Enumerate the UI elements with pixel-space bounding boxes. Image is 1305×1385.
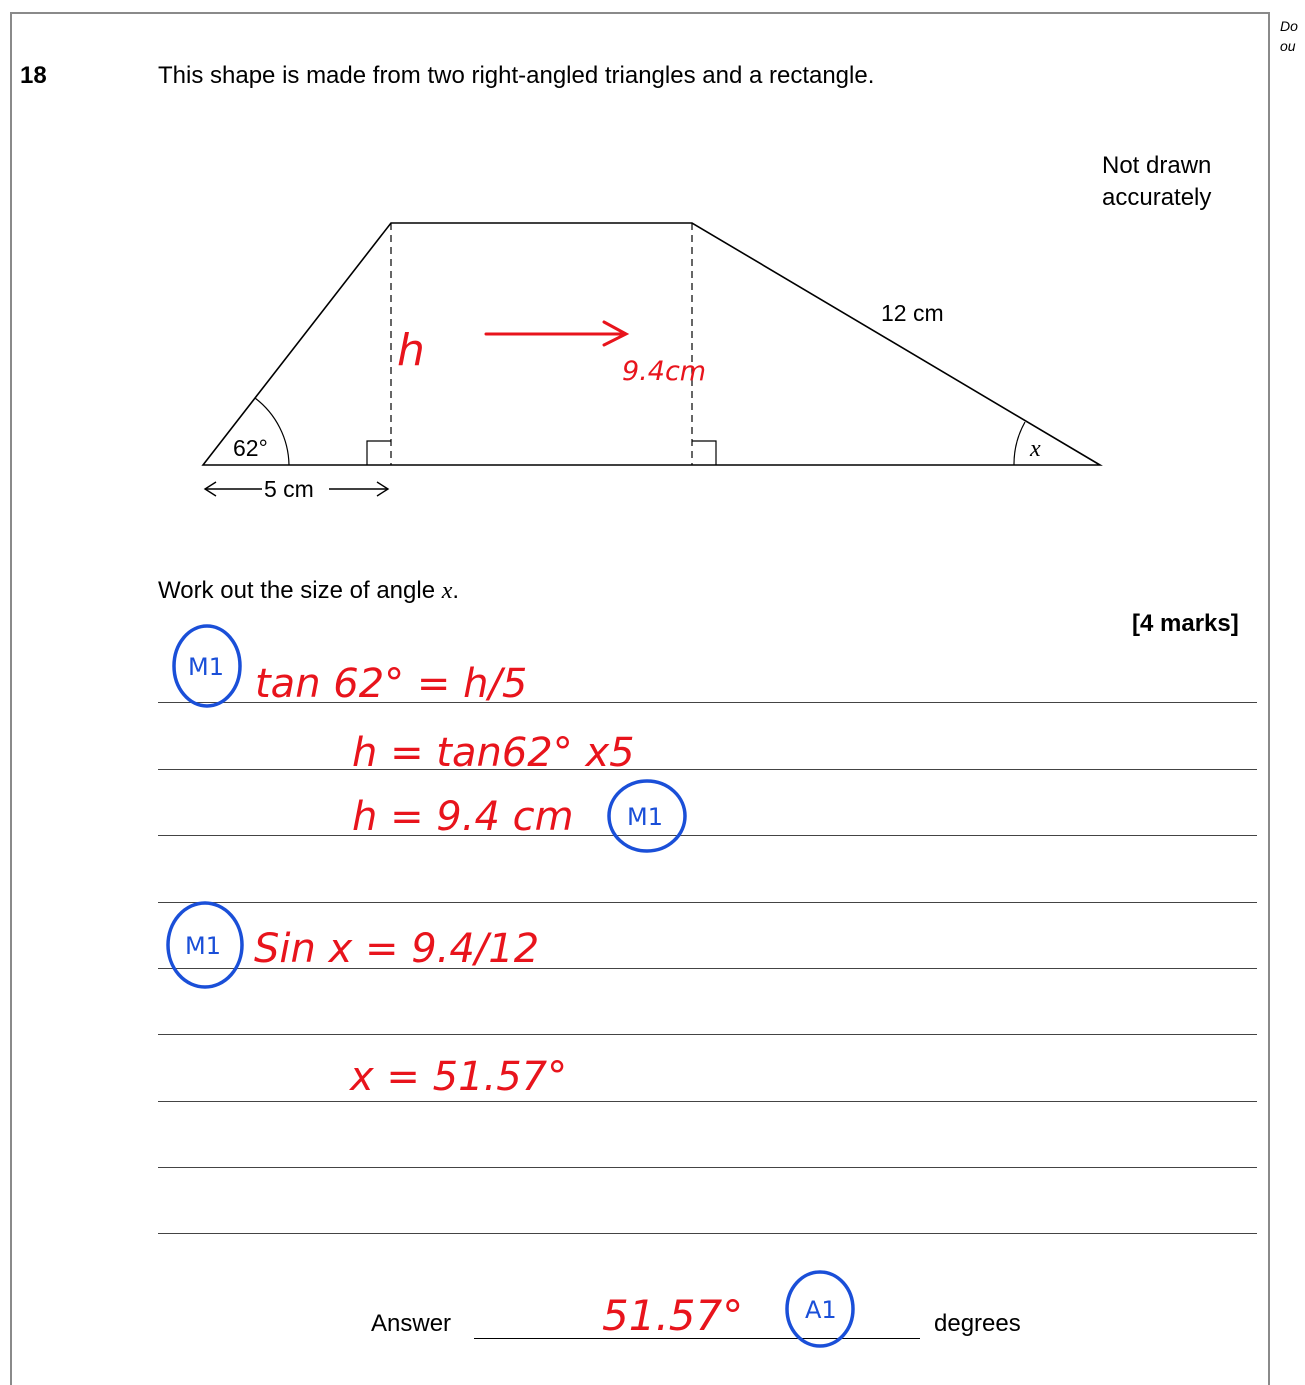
hypotenuse-length-label: 12 cm [881, 300, 944, 326]
answer-unit: degrees [934, 1310, 1021, 1337]
working-line-3: h = 9.4 cm [352, 794, 574, 840]
working-line-4: Sin x = 9.4/12 [254, 926, 540, 972]
answer-value: 51.57° [602, 1291, 744, 1340]
unknown-angle-label: x [1030, 436, 1041, 462]
handwritten-h: h [397, 325, 425, 376]
prompt-text: Work out the size of angle [158, 577, 442, 604]
mark-m1: M1 [185, 932, 221, 960]
prompt-variable: x [441, 578, 453, 604]
working-line-1: tan 62° = h/5 [255, 661, 528, 707]
base-length-label: 5 cm [264, 476, 314, 502]
marks-label: [4 marks] [1132, 610, 1239, 637]
working-line-2: h = tan62° x5 [352, 730, 635, 776]
handwritten-h-value: 9.4cm [622, 356, 707, 387]
mark-m1: M1 [627, 803, 663, 831]
margin-note-line: Do [1280, 18, 1298, 34]
mark-a1: A1 [805, 1296, 837, 1324]
note-line: Not drawn [1102, 152, 1212, 179]
mark-m1: M1 [188, 653, 224, 681]
question-number: 18 [20, 62, 47, 89]
margin-note-line: ou [1280, 38, 1296, 54]
question-text: This shape is made from two right-angled triangles and a rectangle. [158, 62, 875, 89]
answer-label: Answer [371, 1310, 452, 1337]
angle-label-62: 62° [233, 435, 268, 461]
prompt-end: . [452, 577, 460, 604]
note-line: accurately [1102, 184, 1212, 211]
working-line-5: x = 51.57° [350, 1054, 568, 1100]
